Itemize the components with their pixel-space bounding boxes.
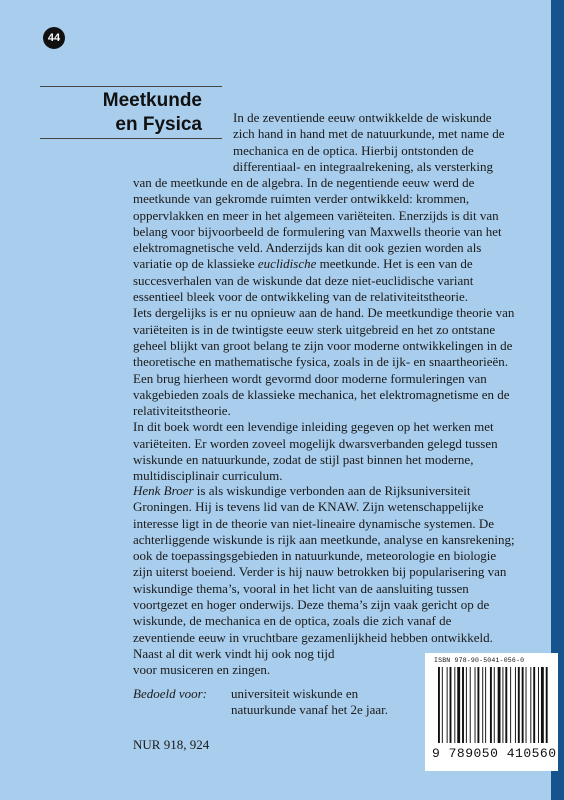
barcode-bar xyxy=(470,667,471,743)
barcode-bar xyxy=(438,667,440,743)
body-line: elektromagnetische veld. Anderzijds kan dit ook gezien worden als xyxy=(133,240,482,256)
barcode-bar xyxy=(522,667,524,743)
barcode-bar xyxy=(485,667,486,743)
intro-paragraph xyxy=(233,110,504,175)
barcode-bar xyxy=(515,667,516,743)
audience-value xyxy=(231,686,388,719)
audience-label-text: Bedoeld voor: xyxy=(133,686,208,701)
body-line: relativiteitstheorie. xyxy=(133,403,231,419)
body-text-fragment: is als wiskundige verbonden aan de Rijksuniversiteit xyxy=(193,483,471,498)
barcode-bar xyxy=(510,667,511,743)
intro-line: differentiaal- en integraalrekening, als versterking xyxy=(233,158,494,174)
barcode-bar xyxy=(477,667,479,743)
author-line: zeventiende eeuw in vruchtbare gezamenlijkheid hebben ontwikkeld. xyxy=(133,629,493,645)
body-text-fragment: variatie op de klassieke xyxy=(133,256,255,272)
intro-line: zich hand in hand met de natuurkunde, met name de xyxy=(233,126,505,142)
body-line: oppervlakken en meer in het algemeen variëteiten. Enerzijds is dit van xyxy=(133,207,499,223)
author-line: voor musiceren en zingen. xyxy=(133,662,271,678)
barcode-bar xyxy=(538,667,539,743)
body-line: geheel blijkt van groot belang te zijn voor moderne ontwikkelingen in de xyxy=(133,337,513,353)
barcode-bar xyxy=(502,667,503,743)
author-line: wiskundige thema’s, vooral in het licht van de aansluiting tussen xyxy=(133,580,469,596)
barcode-bar xyxy=(494,667,495,743)
barcode-bar xyxy=(518,667,520,743)
barcode-bars xyxy=(437,667,551,743)
author-line: achterliggende wiskunde is rijk aan meetkunde, analyse en kansrekening; xyxy=(133,531,515,547)
body-line: essentieel bleek voor de ontwikkeling van de relativiteitstheorie. xyxy=(133,289,469,305)
euclidische-italic: euclidische xyxy=(257,256,317,272)
barcode-bar xyxy=(447,667,448,743)
author-line-1 xyxy=(133,483,515,499)
barcode-bar xyxy=(533,667,535,743)
body-line: theoretische en mathematische fysica, zoals in de ijk- en snaartheorieën. xyxy=(133,354,509,370)
barcode-bar xyxy=(490,667,492,743)
barcode-bar xyxy=(454,667,455,743)
body-text-fragment: meetkunde. Het is een van de xyxy=(319,256,473,272)
barcode-bar xyxy=(505,667,507,743)
audience-label xyxy=(133,686,207,702)
body-line: Iets dergelijks is er nu opnieuw aan de hand. De meetkundige theorie van xyxy=(133,305,515,321)
barcode-bar xyxy=(541,667,544,743)
body-line: multidisciplinair curriculum. xyxy=(133,468,283,484)
barcode-bar xyxy=(466,667,467,743)
title-line-2: en Fysica xyxy=(115,114,202,135)
title-rule-bottom xyxy=(40,138,222,139)
intro-line: mechanica en de optica. Hierbij ontstonden de xyxy=(233,142,474,158)
body-line: vakgebieden zoals de klassieke mechanica, het elektromagnetisme en de xyxy=(133,386,510,402)
body-line: van de meetkunde en de algebra. In de negentiende eeuw werd de xyxy=(133,175,475,190)
author-name: Henk Broer xyxy=(133,483,194,498)
audience-line: universiteit wiskunde en xyxy=(231,686,359,701)
body-line: variëteiten. Er worden zoveel mogelijk dwarsverbanden gelegd tussen xyxy=(133,435,498,451)
body-line: In dit boek wordt een levendige inleiding gegeven op het werken met xyxy=(133,419,494,435)
barcode-bar xyxy=(498,667,501,743)
author-line: wiskunde, de mechanica en de optica, zoals die zich vanaf de xyxy=(133,613,452,629)
barcode-bar xyxy=(457,667,460,743)
isbn-text: ISBN 978-90-5041-056-0 xyxy=(434,657,525,664)
author-paragraph xyxy=(133,483,515,679)
barcode-bar xyxy=(462,667,464,743)
author-line: zijn uiterst boeiend. Verder is hij nauw betrokken bij popularisering van xyxy=(133,564,507,580)
barcode-bar xyxy=(475,667,476,743)
body-line-euclidische xyxy=(133,256,514,272)
nur-code: NUR 918, 924 xyxy=(133,737,210,752)
body-line: Een brug hierheen wordt gevormd door moderne formuleringen van xyxy=(133,370,487,386)
barcode-bar xyxy=(450,667,452,743)
barcode-bar xyxy=(530,667,531,743)
body-line: succesverhalen van de wiskunde dat deze niet-euclidische variant xyxy=(133,272,474,288)
title-line-1: Meetkunde xyxy=(102,90,202,111)
barcode-bar xyxy=(482,667,483,743)
main-paragraph xyxy=(133,175,514,485)
author-line: Naast al dit werk vindt hij ook nog tijd xyxy=(133,645,335,661)
page-number-badge: 44 xyxy=(43,27,65,49)
body-line: variëteiten is in de twintigste eeuw sterk uitgebreid en het zo ontstane xyxy=(133,321,496,337)
barcode-bar xyxy=(526,667,527,743)
body-line: belang voor bijvoorbeeld de formulering van Maxwells theorie van het xyxy=(133,223,502,239)
barcode-bar xyxy=(442,667,443,743)
intro-line: In de zeventiende eeuw ontwikkelde de wiskunde xyxy=(233,110,492,125)
author-line: interesse ligt in de theorie van niet-lineaire dynamische systemen. De xyxy=(133,515,494,531)
author-line: Groningen. Hij is tevens lid van de KNAW. Zijn wetenschappelijke xyxy=(133,499,484,515)
barcode-bar xyxy=(546,667,548,743)
title-rule-top xyxy=(40,86,222,87)
author-line: ook de toepassingsgebieden in natuurkunde, meteorologie en biologie xyxy=(133,548,497,564)
body-line: wiskunde en natuurkunde, zodat de stijl past binnen het moderne, xyxy=(133,452,474,468)
author-line: voortgezet en hoger onderwijs. Deze thema’s zijn vaak gericht op de xyxy=(133,597,490,613)
body-line: meetkunde van gekromde ruimten verder ontwikkeld: krommen, xyxy=(133,191,470,207)
audience-line: natuurkunde vanaf het 2e jaar. xyxy=(231,702,389,718)
barcode-number: 9 789050 410560 xyxy=(432,746,557,761)
